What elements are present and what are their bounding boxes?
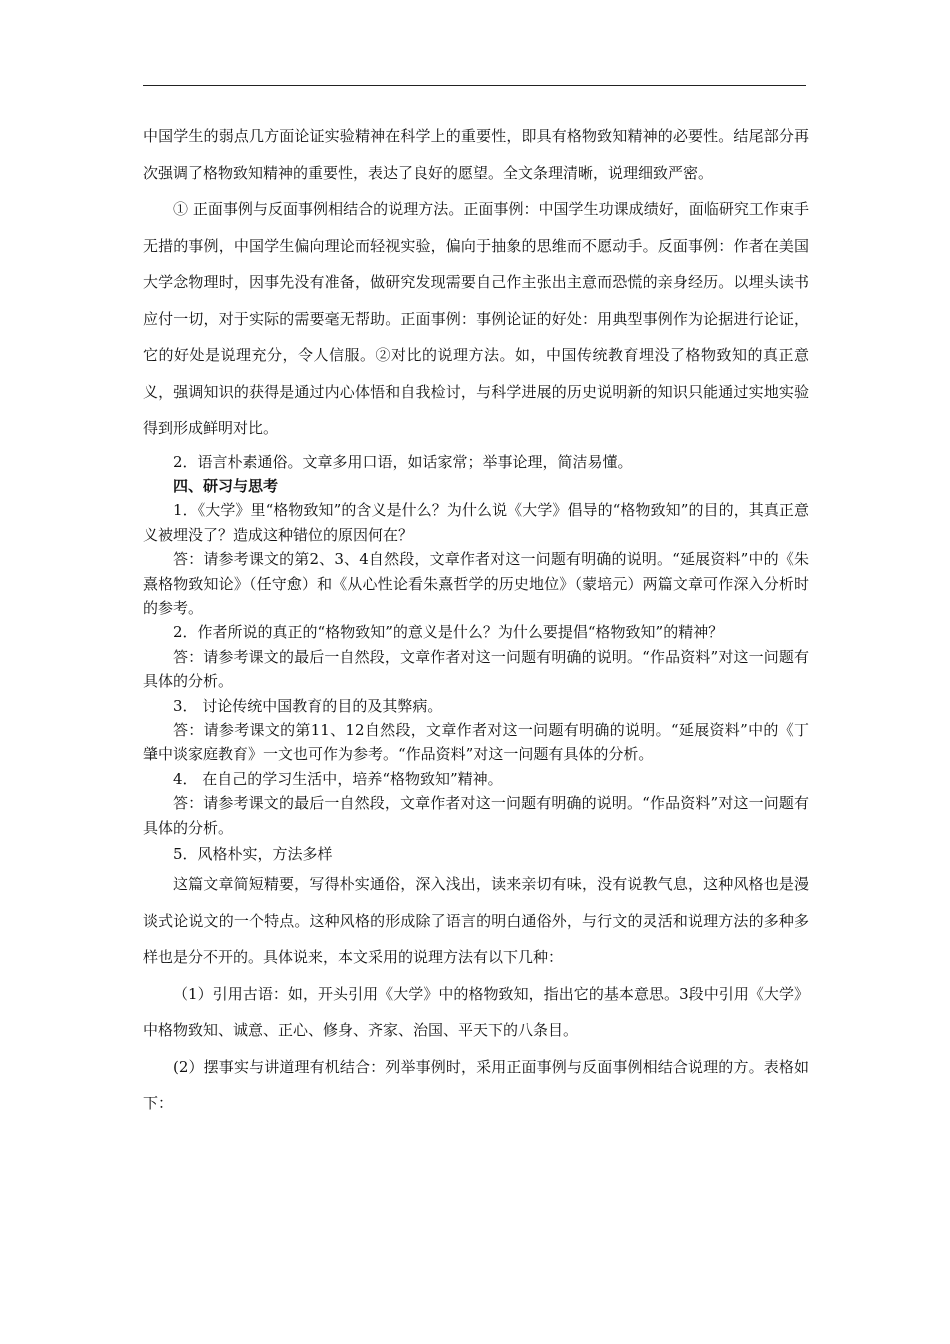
point-5-heading: 5．风格朴实，方法多样 [173, 845, 333, 863]
question-3: 3． 讨论传统中国教育的目的及其弊病。 [173, 696, 443, 715]
paragraph-method-facts: (2）摆事实与讲道理有机结合：列举事例时，采用正面事例与反面事例相结合说理的方。表格如下： [143, 1057, 809, 1113]
page-body [143, 118, 809, 1122]
answer-4: 答：请参考课文的最后一自然段，文章作者对这一问题有明确的说明。“作品资料”对这一问题有具体的分析。 [143, 794, 809, 837]
section-heading: 四、研习与思考 [173, 476, 279, 495]
question-1: 1．《大学》里“格物致知”的含义是什么？为什么说《大学》倡导的“格物致知”的目的，其真正意义被埋没了？造成这种错位的原因何在？ [143, 501, 809, 544]
answer-3: 答：请参考课文的第11、12自然段，文章作者对这一问题有明确的说明。“延展资料”中的《丁肇中谈家庭教育》一文也可作为参考。“作品资料”对这一问题有具体的分析。 [143, 720, 809, 764]
paragraph-style: 这篇文章简短精要，写得朴实通俗，深入浅出，读来亲切有味，没有说教气息，这种风格也是漫谈式论说文的一个特点。这种风格的形成除了语言的明白通俗外，与行文的灵活和说理方法的多种多样也是分不开的。具体说来，本文采用的说理方法有以下几种： [143, 875, 809, 967]
paragraph-language: 2．语言朴素通俗。文章多用口语，如话家常；举事论理，简洁易懂。 [173, 452, 633, 471]
question-4: 4． 在自己的学习生活中，培养“格物致知”精神。 [173, 769, 503, 788]
question-2: 2．作者所说的真正的“格物致知”的意义是什么？为什么要提倡“格物致知”的精神？ [173, 623, 724, 642]
paragraph-method-examples: ① 正面事例与反面事例相结合的说理方法。正面事例：中国学生功课成绩好，面临研究工作束手无措的事例，中国学生偏向理论而轻视实验，偏向于抽象的思维而不愿动手。反面事例：作者在美国大学念物理时，因事先没有准备，做研究发现需要自己作主张出主意而恐慌的亲身经历。以埋头读书应付一切，对于实际的需要毫无帮助。正面事例：事例论证的好处：用典型事例作为论据进行论证，它的好处是说理充分，令人信服。②对比的说理方法。如，中国传统教育埋没了格物致知的真正意义，强调知识的获得是通过内心体悟和自我检讨，与科学进展的历史说明新的知识只能通过实地实验得到形成鲜明对比。 [143, 200, 809, 437]
paragraph-method-quotes: （1）引用古语：如，开头引用《大学》中的格物致知，指出它的基本意思。3段中引用《大学》中格物致知、诚意、正心、修身、齐家、治国、平天下的八条目。 [143, 984, 809, 1040]
answer-1: 答：请参考课文的第2、3、4自然段，文章作者对这一问题有明确的说明。“延展资料”中的《朱熹格物致知论》（任守愈）和《从心性论看朱熹哲学的历史地位》（蒙培元）两篇文章可作深入分析时的参考。 [143, 550, 809, 617]
answer-2: 答：请参考课文的最后一自然段，文章作者对这一问题有明确的说明。“作品资料”对这一问题有具体的分析。 [143, 647, 809, 691]
paragraph-summary: 中国学生的弱点几方面论证实验精神在科学上的重要性，即具有格物致知精神的必要性。结尾部分再次强调了格物致知精神的重要性，表达了良好的愿望。全文条理清晰，说理细致严密。 [143, 127, 809, 182]
header-rule [143, 85, 806, 86]
